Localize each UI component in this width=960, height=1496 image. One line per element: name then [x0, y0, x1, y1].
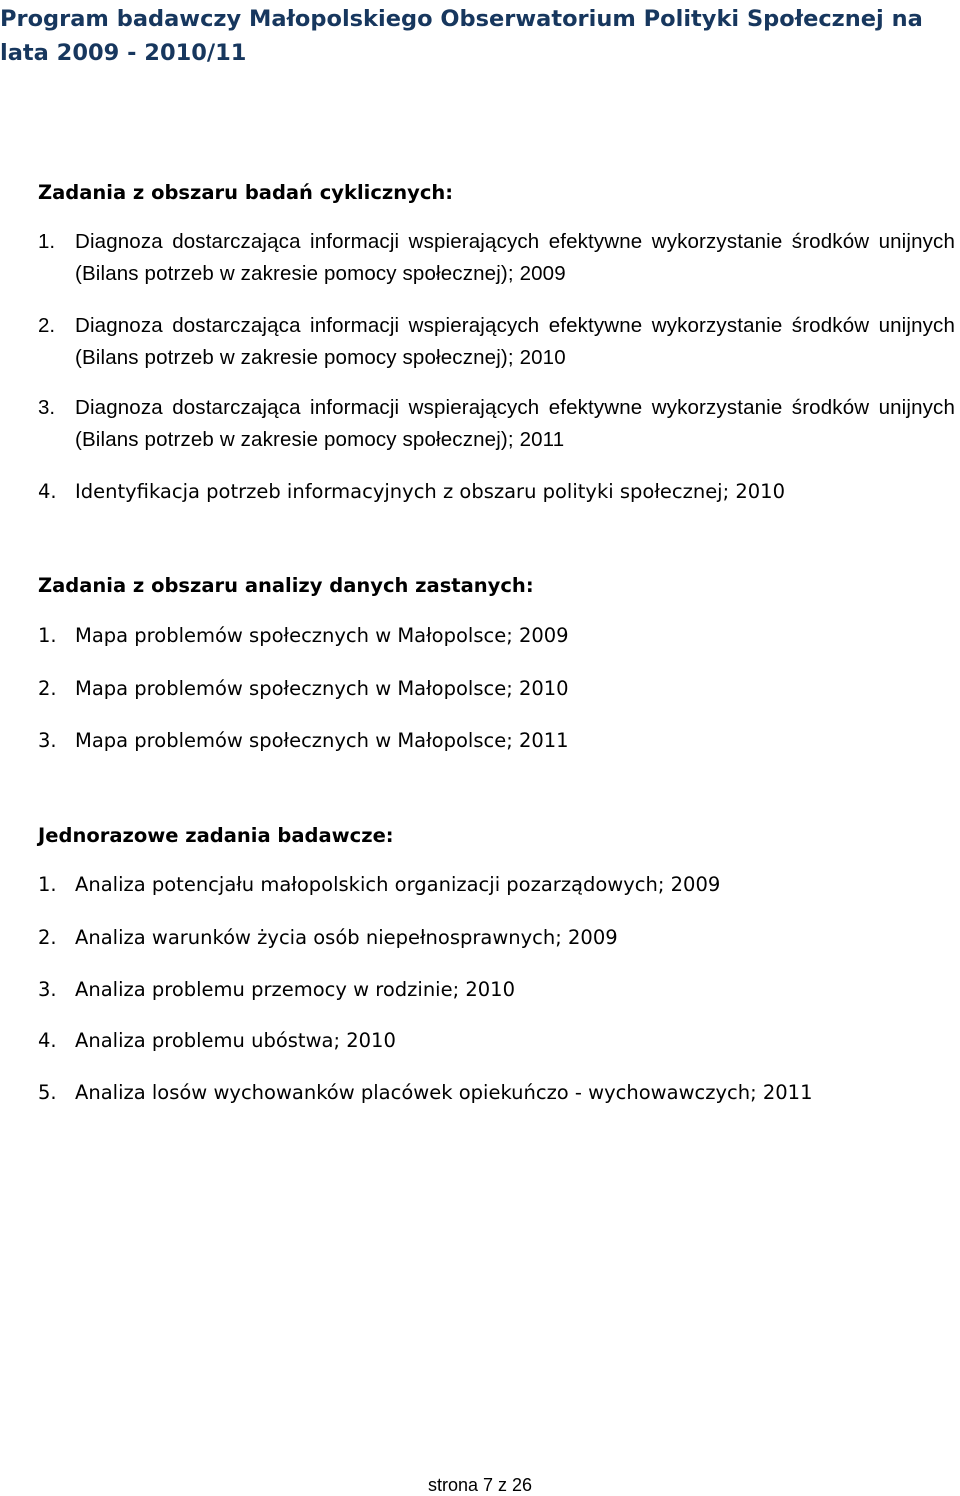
list-item-text: Diagnoza dostarczająca informacji wspierających efektywne wykorzystanie środków unijnych (Bilans potrzeb w zakresie pomocy społecznej); 2010: [75, 314, 955, 369]
list-item-text: Diagnoza dostarczająca informacji wspierających efektywne wykorzystanie środków unijnych (Bilans potrzeb w zakresie pomocy społecznej); 2009: [75, 230, 955, 285]
list-item-number: 3.: [38, 978, 57, 1001]
list-item-number: 5.: [38, 1081, 57, 1104]
list-item-number: 2.: [38, 926, 57, 949]
list-item-text: Mapa problemów społecznych w Małopolsce; 2009: [75, 624, 569, 647]
list-item-text: Diagnoza dostarczająca informacji wspierających efektywne wykorzystanie środków unijnych (Bilans potrzeb w zakresie pomocy społecznej); 2011: [75, 396, 955, 451]
page-number-footer: strona 7 z 26: [427, 1475, 533, 1495]
list-item-text: Mapa problemów społecznych w Małopolsce; 2011: [75, 729, 569, 752]
section-title-existing-data-analysis: Zadania z obszaru analizy danych zastanych:: [38, 574, 534, 597]
list-item: [38, 226, 960, 290]
page-header-title: Program badawczy Małopolskiego Obserwatorium Polityki Społecznej na lata 2009 - 2010/11: [0, 6, 923, 66]
section-title-cyclic-research: Zadania z obszaru badań cyklicznych:: [38, 181, 454, 204]
list-item-number: 2.: [38, 314, 56, 337]
list-item-number: 1.: [38, 624, 57, 647]
list-item: [38, 310, 960, 374]
list-item-text: Analiza warunków życia osób niepełnosprawnych; 2009: [75, 926, 618, 949]
list-item-text: Mapa problemów społecznych w Małopolsce; 2010: [75, 677, 569, 700]
list-item-number: 4.: [38, 1029, 57, 1052]
list-item-number: 3.: [38, 729, 57, 752]
list-item-number: 1.: [38, 230, 56, 253]
list-item-number: 4.: [38, 480, 57, 503]
section-title-one-off-research: Jednorazowe zadania badawcze:: [38, 824, 394, 847]
list-item-text: Analiza problemu przemocy w rodzinie; 2010: [75, 978, 515, 1001]
list-item-number: 3.: [38, 396, 56, 419]
list-item-text: Analiza potencjału małopolskich organizacji pozarządowych; 2009: [75, 873, 721, 896]
list-item-number: 2.: [38, 677, 57, 700]
list-item: [38, 392, 960, 456]
list-item-text: Analiza problemu ubóstwa; 2010: [75, 1029, 396, 1052]
list-item-number: 1.: [38, 873, 57, 896]
list-item-text: Identyfikacja potrzeb informacyjnych z obszaru polityki społecznej; 2010: [75, 480, 785, 503]
list-item-text: Analiza losów wychowanków placówek opiekuńczo - wychowawczych; 2011: [75, 1081, 813, 1104]
